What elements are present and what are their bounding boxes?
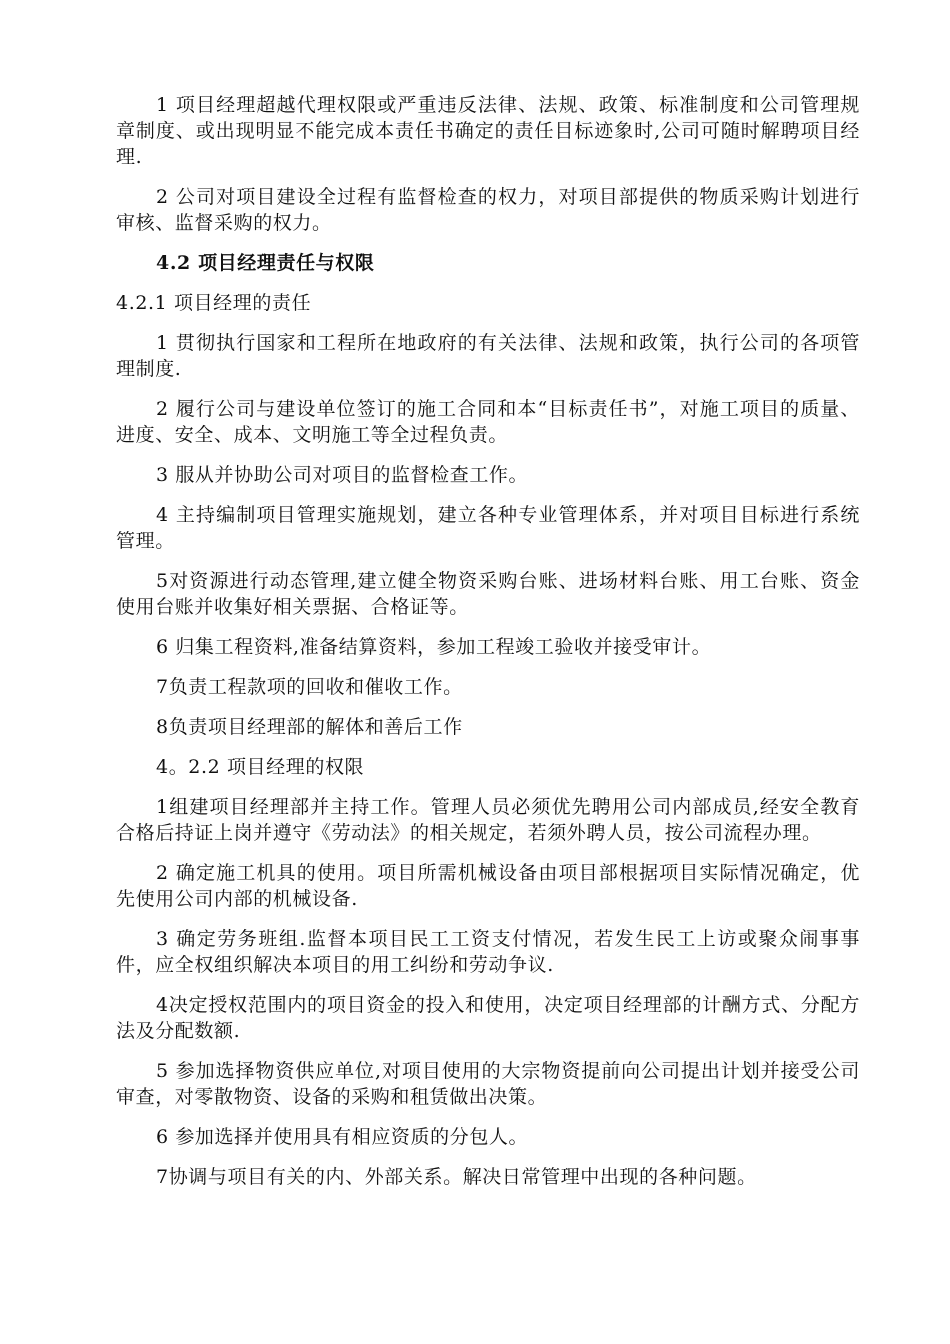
responsibility-item-1: 1 贯彻执行国家和工程所在地政府的有关法律、法规和政策，执行公司的各项管理制度.	[116, 332, 860, 380]
authority-detail-2: 2 确定施工机具的使用。项目所需机械设备由项目部根据项目实际情况确定，优先使用公司内部的机械设备.	[116, 862, 860, 910]
subsection-title-authorities: 4。2.2 项目经理的权限	[156, 756, 365, 778]
authority-item-1: 1 项目经理超越代理权限或严重违反法律、法规、政策、标准制度和公司管理规章制度、或出现明显不能完成本责任书确定的责任目标迹象时,公司可随时解聘项目经理.	[116, 94, 860, 168]
authority-item-2: 2 公司对项目建设全过程有监督检查的权力，对项目部提供的物质采购计划进行审核、监督采购的权力。	[116, 186, 860, 234]
authority-detail-4: 4决定授权范围内的项目资金的投入和使用，决定项目经理部的计酬方式、分配方法及分配数额.	[116, 994, 860, 1042]
subsection-title-responsibilities: 4.2.1 项目经理的责任	[116, 292, 312, 314]
responsibility-item-8: 8负责项目经理部的解体和善后工作	[156, 716, 463, 738]
responsibility-item-3: 3 服从并协助公司对项目的监督检查工作。	[156, 464, 529, 486]
responsibility-item-6: 6 归集工程资料,准备结算资料，参加工程竣工验收并接受审计。	[156, 636, 712, 658]
authority-detail-3: 3 确定劳务班组.监督本项目民工工资支付情况，若发生民工上访或聚众闹事事件，应全权组织解决本项目的用工纠纷和劳动争议.	[116, 928, 860, 976]
responsibility-item-4: 4 主持编制项目管理实施规划，建立各种专业管理体系，并对项目目标进行系统管理。	[116, 504, 860, 552]
responsibility-item-5: 5对资源进行动态管理,建立健全物资采购台账、进场材料台账、用工台账、资金使用台账并收集好相关票据、合格证等。	[116, 570, 860, 618]
authority-detail-6: 6 参加选择并使用具有相应资质的分包人。	[156, 1126, 529, 1148]
authority-detail-1: 1组建项目经理部并主持工作。管理人员必须优先聘用公司内部成员,经安全教育合格后持证上岗并遵守《劳动法》的相关规定，若须外聘人员，按公司流程办理。	[116, 796, 860, 844]
authority-detail-7: 7协调与项目有关的内、外部关系。解决日常管理中出现的各种问题。	[156, 1166, 757, 1188]
responsibility-item-2: 2 履行公司与建设单位签订的施工合同和本“目标责任书”，对施工项目的质量、进度、安全、成本、文明施工等全过程负责。	[116, 398, 860, 446]
responsibility-item-7: 7负责工程款项的回收和催收工作。	[156, 676, 463, 698]
document-page	[116, 92, 860, 1190]
section-heading: 4.2 项目经理责任与权限	[156, 252, 375, 274]
authority-detail-5: 5 参加选择物资供应单位,对项目使用的大宗物资提前向公司提出计划并接受公司审查，对零散物资、设备的采购和租赁做出决策。	[116, 1060, 860, 1108]
